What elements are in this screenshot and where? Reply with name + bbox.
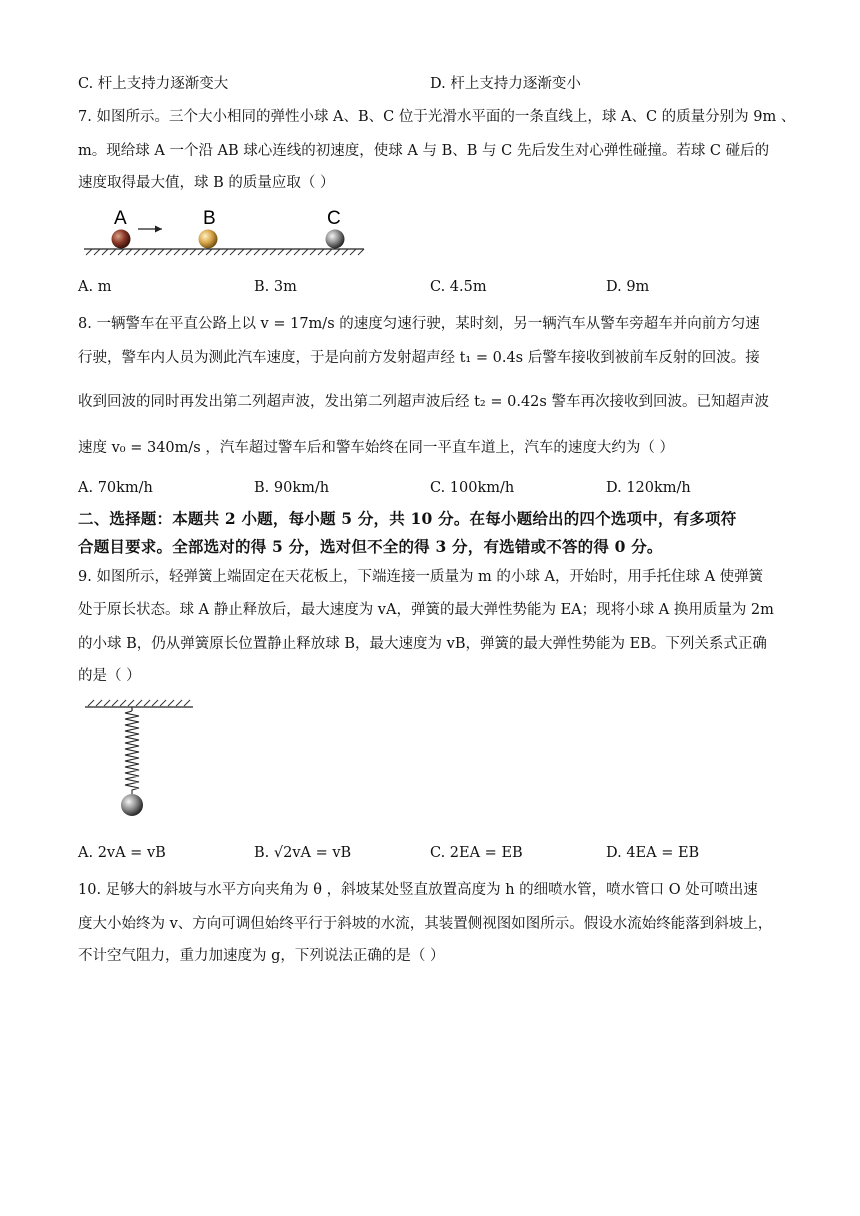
q9-option-b: B. √2vA = vB: [254, 845, 352, 861]
q8-option-d: D. 120km/h: [606, 480, 691, 496]
q7-line-1: 7. 如图所示。三个大小相同的弹性小球 A、B、C 位于光滑水平面的一条直线上，球 A、C 的质量分别为 9m 、: [78, 109, 796, 125]
q6-option-d: D. 杆上支持力逐渐变小: [430, 76, 581, 92]
ground-hatch: [86, 249, 364, 255]
spring: [125, 711, 139, 794]
q9-line-4: 的是（ ）: [78, 668, 141, 684]
q7-option-b: B. 3m: [254, 279, 297, 295]
q10-line-2: 度大小始终为 v、方向可调但始终平行于斜坡的水流，其装置侧视图如图所示。假设水流始终能落到斜坡上，: [78, 916, 773, 932]
q9-option-d: D. 4EA = EB: [606, 845, 700, 861]
q9-option-a: A. 2vA = vB: [78, 845, 166, 861]
ball-a: [112, 230, 131, 249]
q8-option-a: A. 70km/h: [78, 480, 153, 496]
q8-line-2: 行驶，警车内人员为测此汽车速度，于是向前方发射超声经 t₁ = 0.4s 后警车接收到被前车反射的回波。接: [78, 350, 760, 366]
q9-spring-figure: [82, 697, 197, 822]
section2-heading-line-2: 合题目要求。全部选对的得 5 分，选对但不全的得 3 分，有选错或不答的得 0 分。: [78, 537, 663, 556]
q9-line-1: 9. 如图所示，轻弹簧上端固定在天花板上，下端连接一质量为 m 的小球 A，开始时，用手托住球 A 使弹簧: [78, 569, 764, 585]
q7-line-3: 速度取得最大值，球 B 的质量应取（ ）: [78, 175, 335, 191]
q8-line-3: 收到回波的同时再发出第二列超声波，发出第二列超声波后经 t₂ = 0.42s 警车再次接收到回波。已知超声波: [78, 394, 769, 410]
q8-option-c: C. 100km/h: [430, 480, 515, 496]
label-c: C: [327, 208, 341, 229]
q7-option-a: A. m: [78, 279, 112, 295]
q8-option-b: B. 90km/h: [254, 480, 330, 496]
label-b: B: [203, 208, 216, 229]
q8-line-1: 8. 一辆警车在平直公路上以 v = 17m/s 的速度匀速行驶，某时刻，另一辆汽车从警车旁超车并向前方匀速: [78, 316, 760, 332]
q10-line-1: 10. 足够大的斜坡与水平方向夹角为 θ ，斜坡某处竖直放置高度为 h 的细喷水管，喷水管口 O 处可喷出速: [78, 882, 758, 898]
arrow-head: [155, 226, 162, 233]
q9-line-3: 的小球 B，仍从弹簧原长位置静止释放球 B，最大速度为 vB，弹簧的最大弹性势能为 EB。下列关系式正确: [78, 636, 767, 652]
ball-b: [199, 230, 218, 249]
label-a: A: [114, 208, 127, 229]
spring-ball: [121, 794, 143, 816]
q7-line-2: m。现给球 A 一个沿 AB 球心连线的初速度，使球 A 与 B、B 与 C 先后发生对心弹性碰撞。若球 C 碰后的: [78, 143, 770, 159]
q8-line-4: 速度 v₀ = 340m/s ，汽车超过警车后和警车始终在同一平直车道上，汽车的速度大约为（ ）: [78, 440, 674, 456]
q9-line-2: 处于原长状态。球 A 静止释放后，最大速度为 vA，弹簧的最大弹性势能为 EA；现将小球 A 换用质量为 2m: [78, 602, 774, 618]
q6-option-c: C. 杆上支持力逐渐变大: [78, 76, 229, 92]
q7-option-d: D. 9m: [606, 279, 650, 295]
ceiling-hatch: [88, 700, 190, 706]
q7-balls-figure: [82, 204, 367, 266]
q9-option-c: C. 2EA = EB: [430, 845, 523, 861]
ball-c: [326, 230, 345, 249]
q10-line-3: 不计空气阻力，重力加速度为 g，下列说法正确的是（ ）: [78, 948, 445, 964]
q7-option-c: C. 4.5m: [430, 279, 487, 295]
section2-heading-line-1: 二、选择题：本题共 2 小题，每小题 5 分，共 10 分。在每小题给出的四个选项中，有多项符: [78, 509, 737, 528]
